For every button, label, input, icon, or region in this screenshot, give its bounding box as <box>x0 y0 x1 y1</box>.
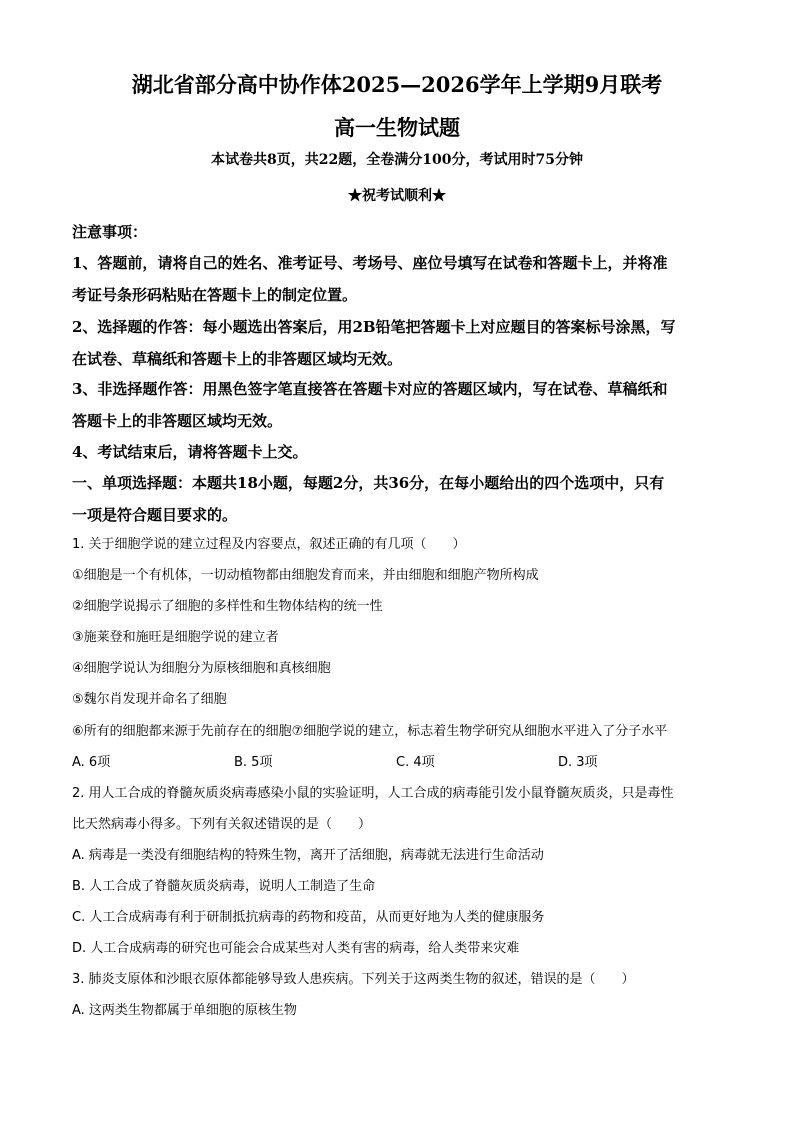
note-2-line-2: 在试卷、草稿纸和答题卡上的非答题区域均无效。 <box>72 350 403 368</box>
question-1-option-a: A. 6项 <box>72 755 111 770</box>
notes-heading: 注意事项： <box>72 223 148 241</box>
section-1-heading-line-2: 一项是符合题目要求的。 <box>72 506 238 524</box>
exam-title: 湖北省部分高中协作体2025—2026学年上学期9月联考 <box>131 72 663 97</box>
question-1-statement-5: ⑤魏尔肖发现并命名了细胞 <box>72 692 227 707</box>
question-1-statement-3: ③施莱登和施旺是细胞学说的建立者 <box>72 630 279 645</box>
note-3-line-1: 3、非选择题作答：用黑色签字笔直接答在答题卡对应的答题区域内，写在试卷、草稿纸和 <box>72 380 668 398</box>
question-3-stem: 3. 肺炎支原体和沙眼衣原体都能够导致人患疾病。下列关于这两类生物的叙述，错误的是（ ） <box>72 972 635 987</box>
question-1-statement-1: ①细胞是一个有机体，一切动植物都由细胞发育而来，并由细胞和细胞产物所构成 <box>72 568 539 583</box>
question-2-stem-line-1: 2. 用人工合成的脊髓灰质炎病毒感染小鼠的实验证明，人工合成的病毒能引发小鼠脊髓灰质炎，只是毒性 <box>72 786 674 801</box>
good-luck-line: ★祝考试顺利★ <box>348 188 446 204</box>
note-1-line-2: 考证号条形码粘贴在答题卡上的制定位置。 <box>72 286 358 304</box>
question-2-stem-line-2: 比天然病毒小得多。下列有关叙述错误的是（ ） <box>72 817 372 832</box>
question-2-option-b: B. 人工合成了脊髓灰质炎病毒，说明人工制造了生命 <box>72 879 376 894</box>
question-2-option-d: D. 人工合成病毒的研究也可能会合成某些对人类有害的病毒，给人类带来灾难 <box>72 941 520 956</box>
question-2-option-c: C. 人工合成病毒有利于研制抵抗病毒的药物和疫苗，从而更好地为人类的健康服务 <box>72 910 545 925</box>
question-2-option-a: A. 病毒是一类没有细胞结构的特殊生物，离开了活细胞，病毒就无法进行生命活动 <box>72 848 544 863</box>
question-1-option-d: D. 3项 <box>558 755 598 770</box>
question-1-stem: 1. 关于细胞学说的建立过程及内容要点，叙述正确的有几项（ ） <box>72 537 466 552</box>
question-1-statement-4: ④细胞学说认为细胞分为原核细胞和真核细胞 <box>72 661 331 676</box>
note-3-line-2: 答题卡上的非答题区域均无效。 <box>72 412 283 430</box>
question-3-option-a: A. 这两类生物都属于单细胞的原核生物 <box>72 1003 297 1018</box>
note-1-line-1: 1、答题前，请将自己的姓名、准考证号、考场号、座位号填写在试卷和答题卡上，并将准 <box>72 254 668 272</box>
question-1-statement-6: ⑥所有的细胞都来源于先前存在的细胞⑦细胞学说的建立，标志着生物学研究从细胞水平进入了分子水平 <box>72 724 668 739</box>
exam-info: 本试卷共8页，共22题，全卷满分100分，考试用时75分钟 <box>211 152 583 168</box>
question-1-statement-2: ②细胞学说揭示了细胞的多样性和生物体结构的统一性 <box>72 599 383 614</box>
section-1-heading-line-1: 一、单项选择题：本题共18小题，每题2分，共36分，在每小题给出的四个选项中，只有 <box>72 474 665 492</box>
note-2-line-1: 2、选择题的作答：每小题选出答案后，用2B铅笔把答题卡上对应题目的答案标号涂黑，写 <box>72 318 676 336</box>
subject-title: 高一生物试题 <box>334 115 460 140</box>
note-4: 4、考试结束后，请将答题卡上交。 <box>72 443 308 461</box>
question-1-option-b: B. 5项 <box>234 755 273 770</box>
question-1-option-c: C. 4项 <box>396 755 435 770</box>
